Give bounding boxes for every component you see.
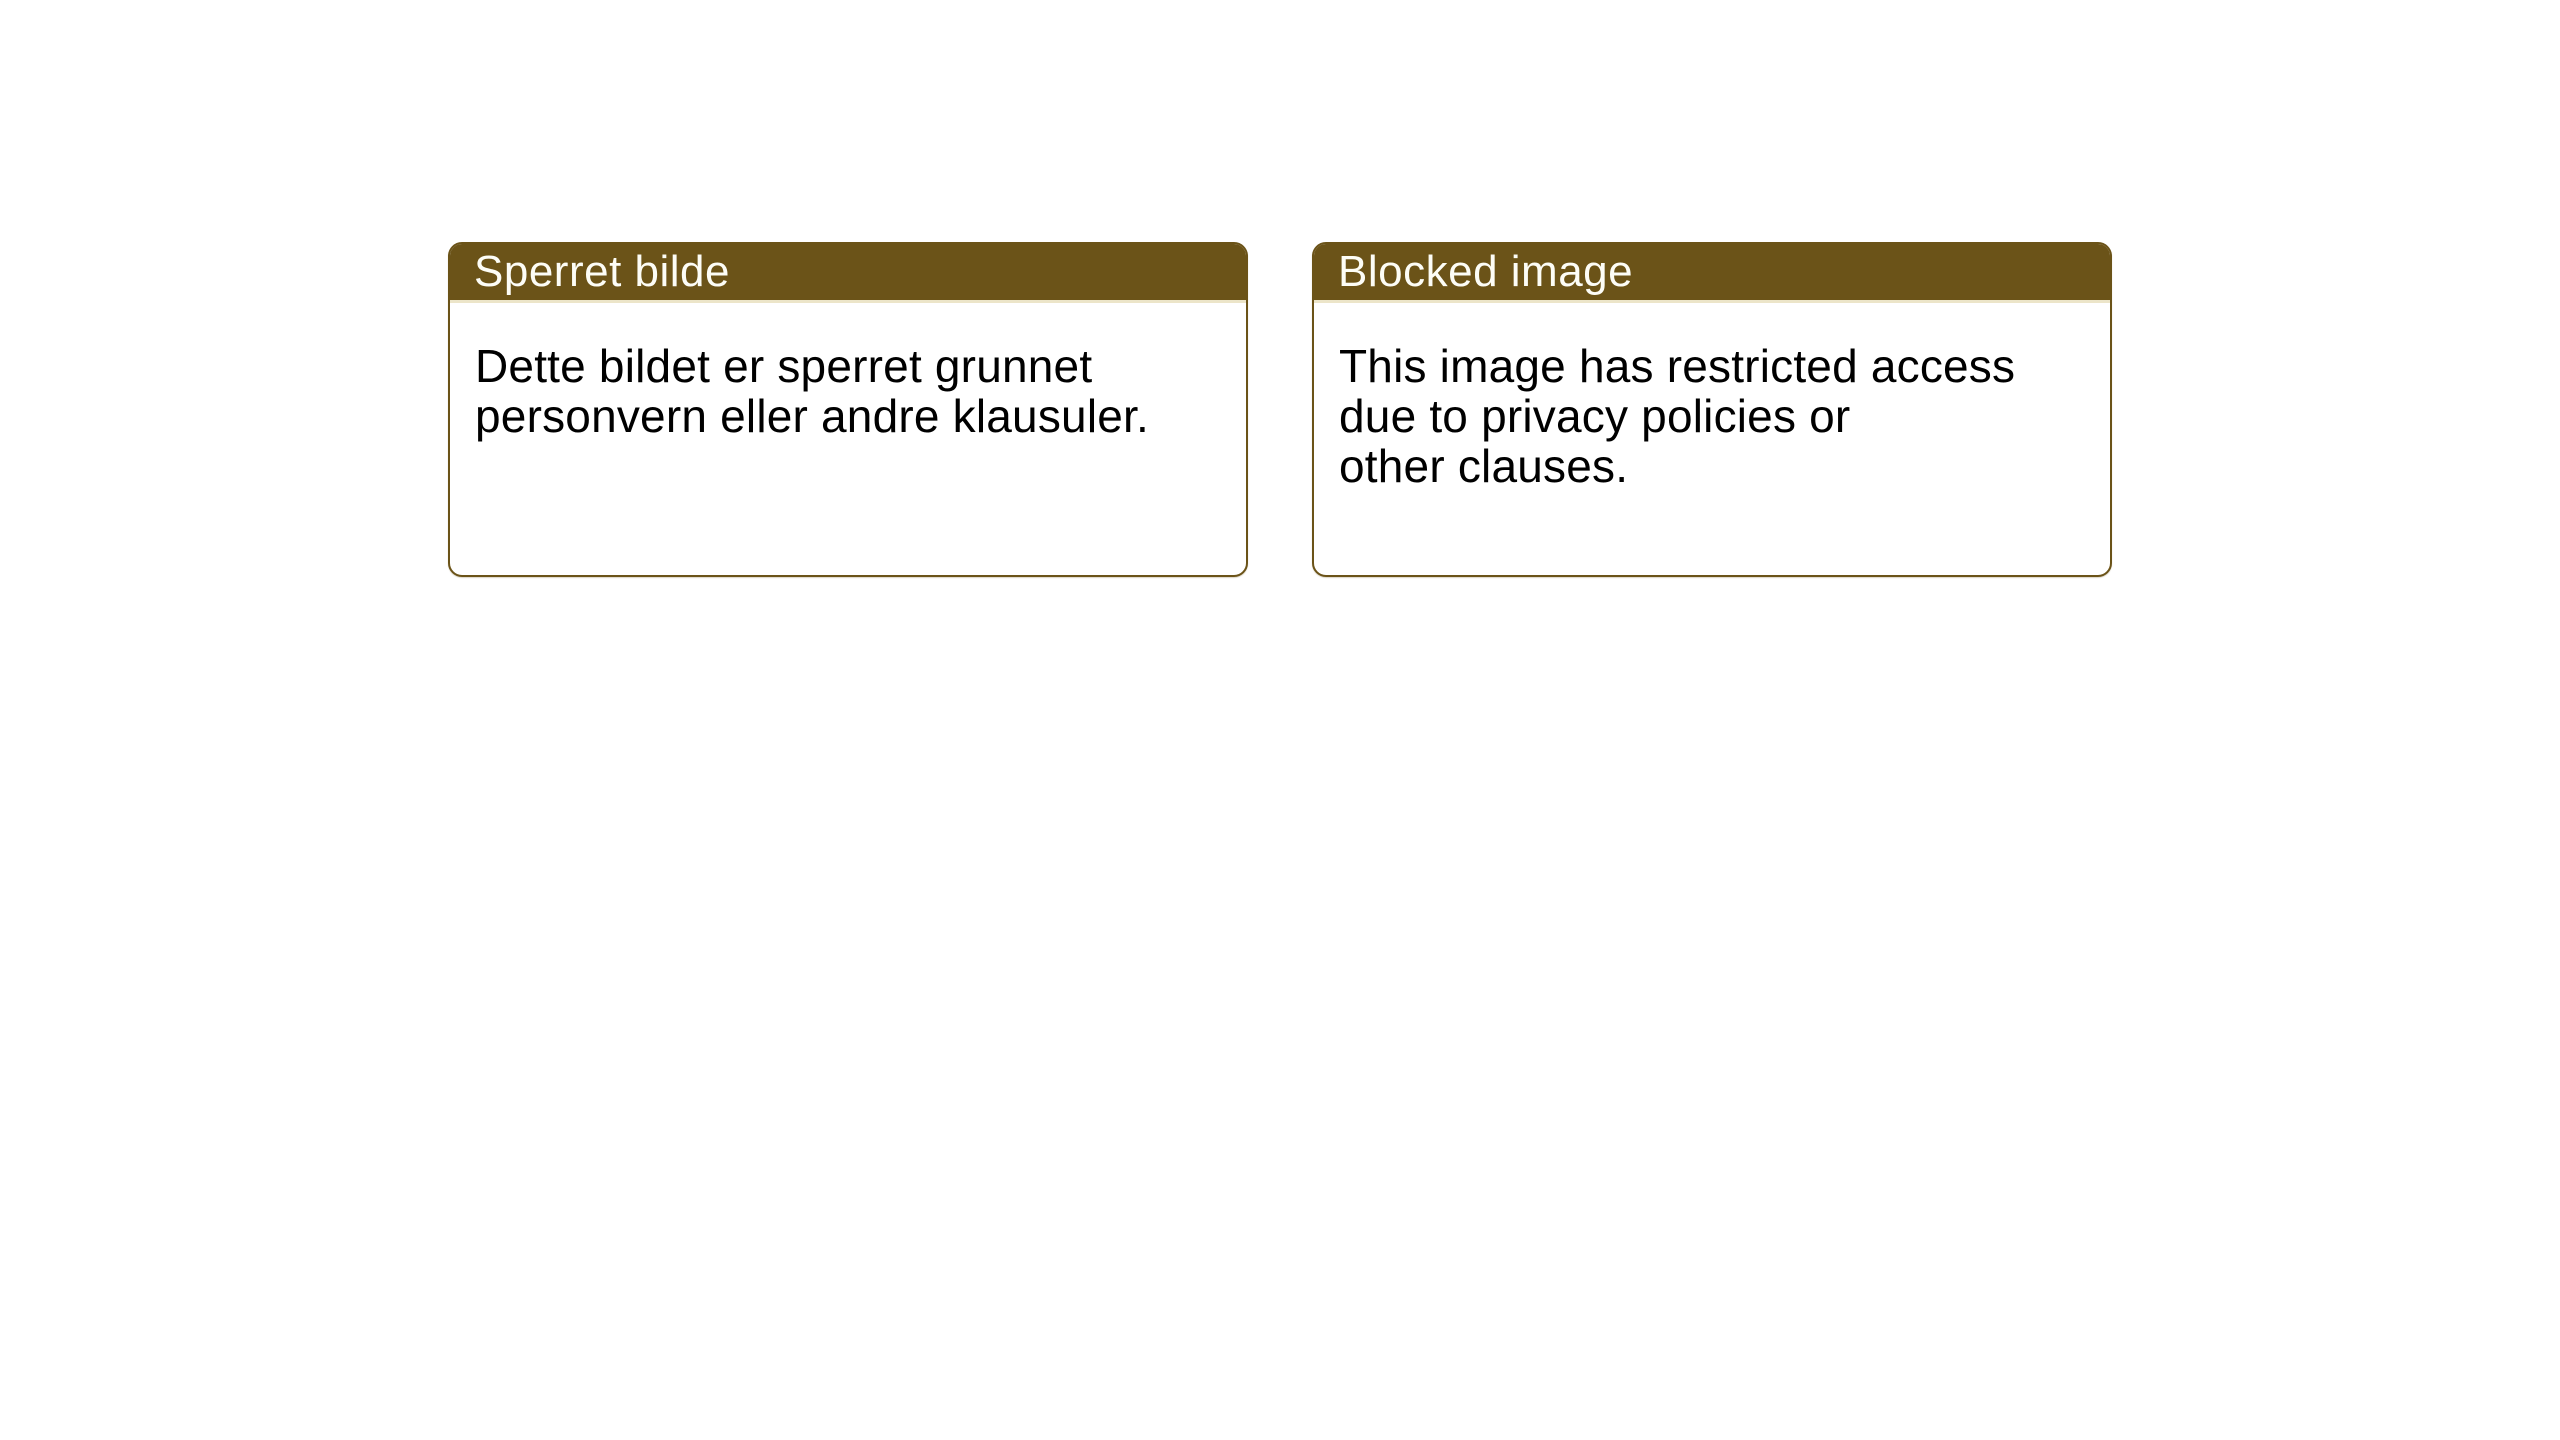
card-header bbox=[1314, 244, 2110, 303]
body-line: Dette bildet er sperret grunnet bbox=[475, 340, 1093, 392]
card-body bbox=[450, 303, 1246, 441]
blocked-image-card-english bbox=[1312, 242, 2112, 577]
body-line: due to privacy policies or bbox=[1339, 390, 1851, 442]
body-line: This image has restricted access bbox=[1339, 340, 2016, 392]
card-body bbox=[1314, 303, 2110, 491]
blocked-image-card-norwegian bbox=[448, 242, 1248, 577]
card-title: Sperret bilde bbox=[474, 247, 730, 296]
card-title: Blocked image bbox=[1338, 247, 1634, 296]
body-line: other clauses. bbox=[1339, 440, 1629, 492]
body-line: personvern eller andre klausuler. bbox=[475, 390, 1149, 442]
card-header bbox=[450, 244, 1246, 303]
